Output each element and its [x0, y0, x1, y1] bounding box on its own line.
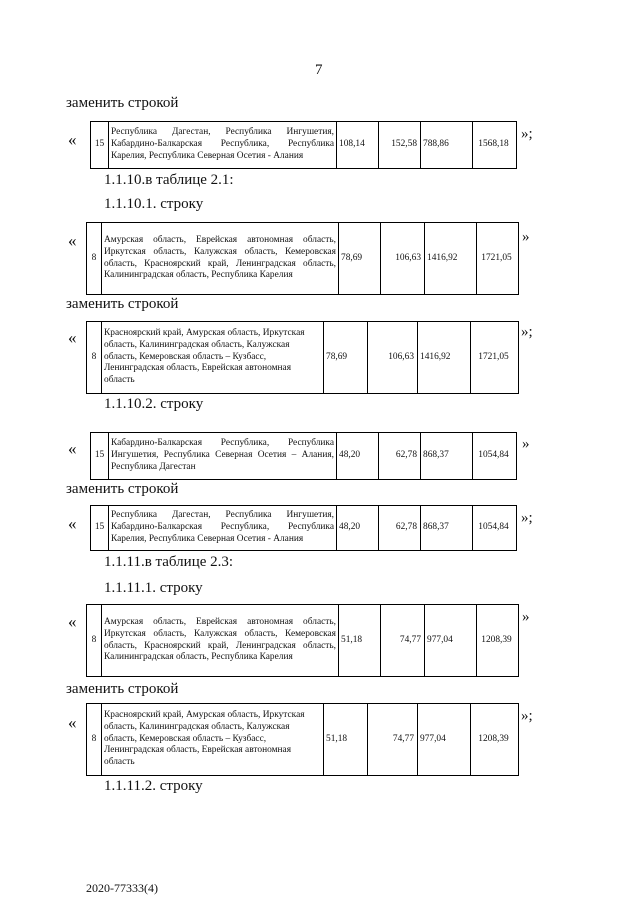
regions-cell: Кабардино-Балкарская Республика, Республика Ингушетия, Республика Северная Осетия – Алания, Республика Дагестан: [109, 433, 337, 480]
open-quote: «: [68, 231, 77, 250]
value-cell-1: 108,14: [337, 122, 379, 169]
regions-cell: Амурская область, Еврейская автономная область, Иркутская область, Калужская область, Кемеровская область, Красноярский край, Ленинградская область, Калининградская область, Республика Карелия: [102, 223, 339, 295]
instruction-replace-with-row: заменить строкой: [66, 681, 179, 697]
close-quote: »: [522, 436, 530, 452]
close-quote-semicolon: »;: [521, 324, 533, 340]
clause-heading: 1.1.11.2. строку: [104, 778, 203, 794]
regions-cell: Амурская область, Еврейская автономная область, Иркутская область, Калужская область, Кемеровская область, Красноярский край, Ленинградская область, Калининградская область, Республика Карелия: [102, 605, 339, 677]
value-cell-3: 1416,92: [418, 322, 471, 394]
regions-cell: Красноярский край, Амурская область, Иркутская область, Калининградская область, Калужская область, Кемеровская область – Кузбасс, Ленинградская область, Еврейская автономная область: [102, 704, 324, 776]
value-cell-4: 1568,18: [473, 122, 517, 169]
value-cell-1: 48,20: [337, 506, 379, 551]
instruction-replace-with-row: заменить строкой: [66, 481, 179, 497]
value-cell-2: 62,78: [379, 433, 421, 480]
value-cell-2: 74,77: [381, 605, 425, 677]
open-quote: «: [68, 713, 77, 732]
replacement-row-table: [90, 121, 517, 169]
value-cell-3: 977,04: [425, 605, 477, 677]
value-cell-2: 106,63: [381, 223, 425, 295]
original-row-table: [86, 604, 519, 677]
table-row: [87, 322, 519, 394]
regions-cell: Республика Дагестан, Республика Ингушетия, Кабардино-Балкарская Республика, Республика Карелия, Республика Северная Осетия - Алания: [109, 506, 337, 551]
open-quote: «: [68, 328, 77, 347]
open-quote: «: [68, 130, 77, 149]
value-cell-1: 78,69: [339, 223, 381, 295]
table-row: [91, 506, 517, 551]
value-cell-1: 78,69: [324, 322, 368, 394]
value-cell-1: 48,20: [337, 433, 379, 480]
regions-cell: Красноярский край, Амурская область, Иркутская область, Калининградская область, Калужская область, Кемеровская область – Кузбасс, Ленинградская область, Еврейская автономная область: [102, 322, 324, 394]
instruction-replace-with-row: заменить строкой: [66, 296, 179, 312]
value-cell-4: 1054,84: [473, 506, 517, 551]
table-row: [91, 122, 517, 169]
replacement-row-table: [90, 505, 517, 551]
row-number: 8: [87, 605, 102, 677]
close-quote: »: [522, 609, 530, 625]
value-cell-2: 74,77: [368, 704, 418, 776]
clause-heading: 1.1.11.1. строку: [104, 580, 203, 596]
value-cell-1: 51,18: [339, 605, 381, 677]
regions-cell: Республика Дагестан, Республика Ингушетия, Кабардино-Балкарская Республика, Республика Карелия, Республика Северная Осетия - Алания: [109, 122, 337, 169]
value-cell-3: 1416,92: [425, 223, 477, 295]
value-cell-1: 51,18: [324, 704, 368, 776]
original-row-table: [86, 222, 519, 295]
value-cell-4: 1208,39: [471, 704, 519, 776]
close-quote: »: [522, 229, 530, 245]
value-cell-3: 868,37: [421, 506, 473, 551]
value-cell-4: 1054,84: [473, 433, 517, 480]
value-cell-3: 788,86: [421, 122, 473, 169]
table-row: [87, 704, 519, 776]
replacement-row-table: [86, 703, 519, 776]
document-footer-code: 2020-77333(4): [86, 881, 158, 895]
value-cell-4: 1721,05: [471, 322, 519, 394]
open-quote: «: [68, 514, 77, 533]
row-number: 8: [87, 322, 102, 394]
instruction-replace-with-row: заменить строкой: [66, 95, 179, 111]
row-number: 8: [87, 704, 102, 776]
close-quote-semicolon: »;: [521, 708, 533, 724]
table-row: [91, 433, 517, 480]
value-cell-4: 1721,05: [477, 223, 519, 295]
open-quote: «: [68, 612, 77, 631]
original-row-table: [90, 432, 517, 480]
row-number: 15: [91, 122, 109, 169]
row-number: 15: [91, 506, 109, 551]
clause-heading: 1.1.10.в таблице 2.1:: [104, 172, 234, 188]
clause-heading: 1.1.10.2. строку: [104, 396, 204, 412]
row-number: 8: [87, 223, 102, 295]
value-cell-2: 152,58: [379, 122, 421, 169]
value-cell-3: 977,04: [418, 704, 471, 776]
value-cell-3: 868,37: [421, 433, 473, 480]
close-quote-semicolon: »;: [521, 510, 533, 526]
value-cell-2: 62,78: [379, 506, 421, 551]
open-quote: «: [68, 439, 77, 458]
close-quote-semicolon: »;: [521, 126, 533, 142]
clause-heading: 1.1.11.в таблице 2.3:: [104, 554, 234, 570]
table-row: [87, 223, 519, 295]
table-row: [87, 605, 519, 677]
value-cell-4: 1208,39: [477, 605, 519, 677]
clause-heading: 1.1.10.1. строку: [104, 196, 204, 212]
replacement-row-table: [86, 321, 519, 394]
row-number: 15: [91, 433, 109, 480]
page-number: 7: [315, 62, 323, 78]
value-cell-2: 106,63: [368, 322, 418, 394]
